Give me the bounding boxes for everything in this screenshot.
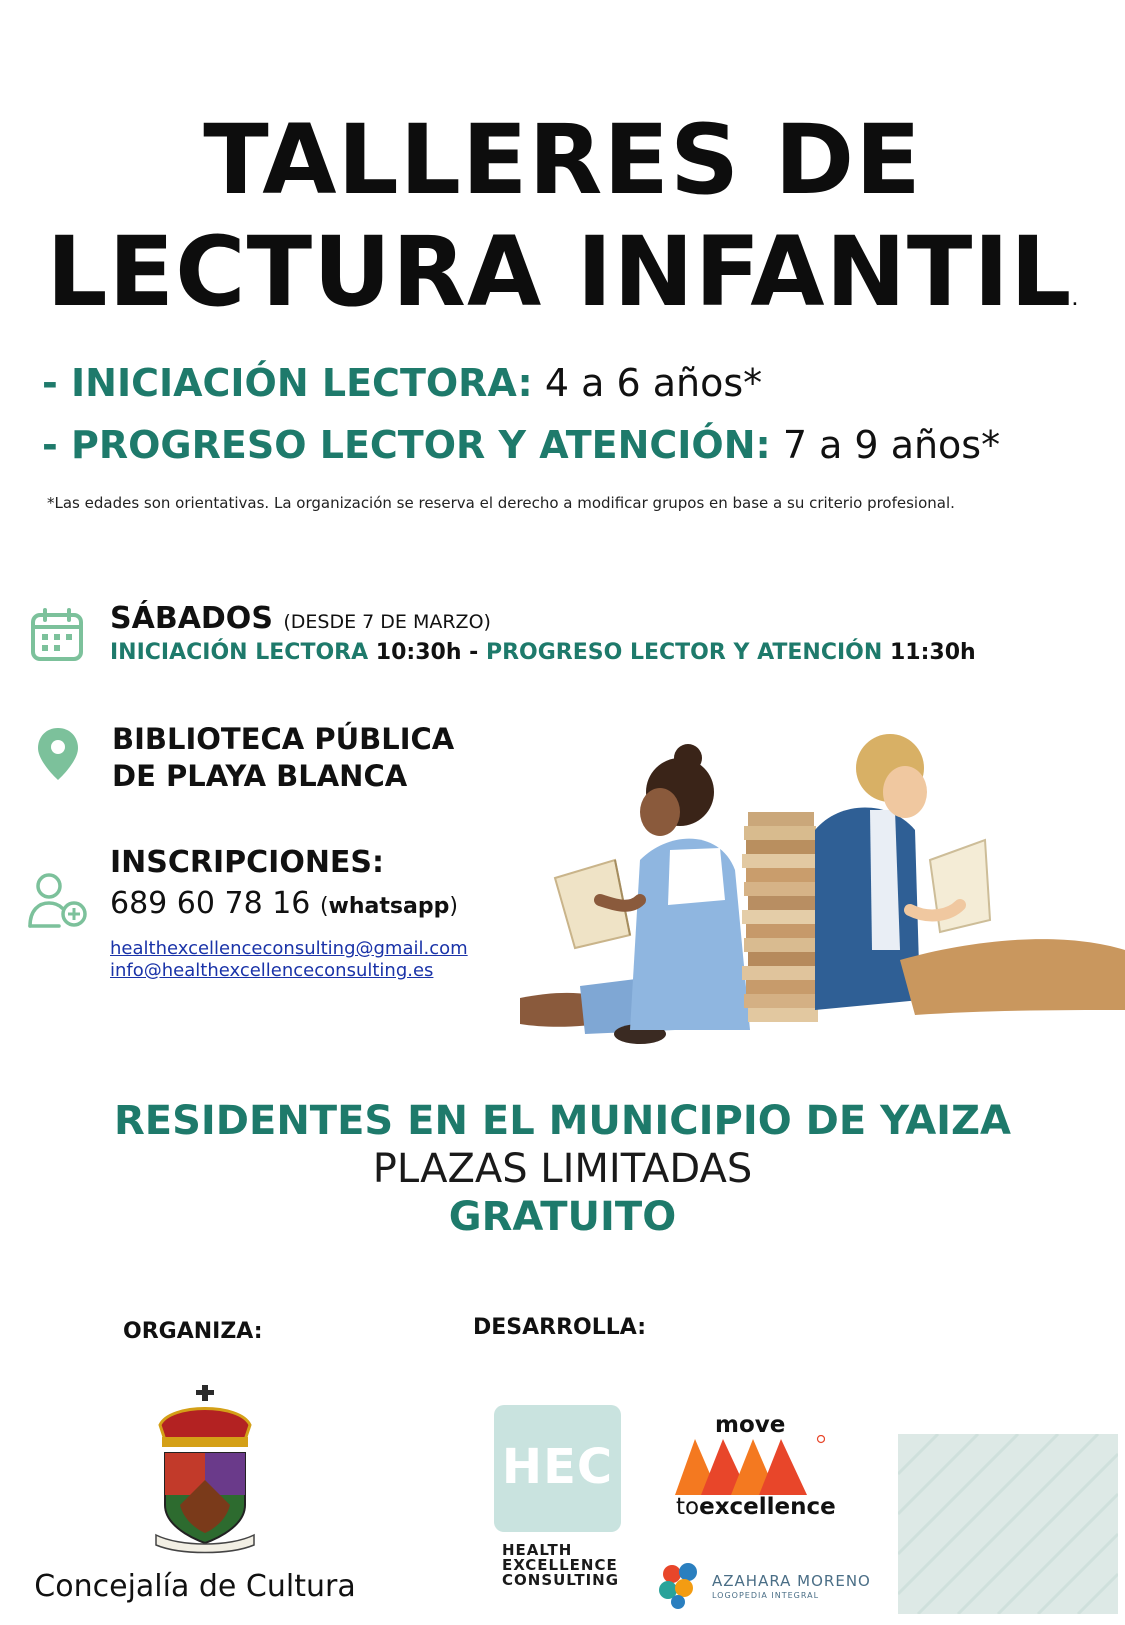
azahara-brain-icon (658, 1560, 704, 1610)
phone-note-open: ( (319, 894, 329, 919)
schedule-times (110, 640, 976, 665)
schedule-separator: - (469, 640, 479, 665)
group-progress-ages: 7 a 9 años* (782, 423, 1001, 467)
phone-note-close: ) (449, 894, 458, 919)
organizer-name: Concejalía de Cultura (34, 1569, 356, 1604)
group-initiation-label: - INICIACIÓN LECTORA: (42, 361, 533, 405)
decorative-pattern-box (898, 1434, 1118, 1614)
title-line-2 (0, 216, 1125, 328)
schedule-group-2: PROGRESO LECTOR Y ATENCIÓN (485, 640, 883, 665)
schedule-group-1: INICIACIÓN LECTORA (110, 640, 369, 665)
schedule-time-1: 10:30h (375, 640, 462, 665)
group-initiation-ages: 4 a 6 años* (544, 361, 763, 405)
coat-of-arms-logo (150, 1385, 260, 1555)
residents-text: RESIDENTES EN EL MUNICIPIO DE YAIZA (113, 1098, 1012, 1144)
hec-logo-text: HEC (501, 1439, 614, 1495)
registration-phone-line (110, 886, 458, 921)
age-note: *Las edades son orientativas. La organización se reserva el derecho a modificar grupos en base a su criterio profesional. (47, 494, 955, 512)
schedule-since: (DESDE 7 DE MARZO) (283, 611, 491, 633)
calendar-icon (30, 608, 84, 662)
schedule-time-2: 11:30h (889, 640, 976, 665)
move-to: to (676, 1494, 700, 1520)
email-link-2[interactable]: info@healthexcellenceconsulting.es (110, 960, 434, 981)
schedule-day-text: SÁBADOS (110, 601, 273, 636)
phone-note: whatsapp (328, 894, 450, 919)
location-line-2: DE PLAYA BLANCA (112, 759, 408, 793)
location-line-1: BIBLIOTECA PÚBLICA (112, 722, 455, 756)
developer-label: DESARROLLA: (473, 1315, 647, 1340)
azahara-subtitle: LOGOPEDIA INTEGRAL (712, 1591, 820, 1600)
move-logo-top: move (715, 1412, 786, 1438)
title-dot: . (1072, 293, 1079, 309)
title-line-1: TALLERES DE (203, 104, 922, 216)
move-logo-mark (675, 1435, 825, 1497)
location-pin-icon (36, 726, 80, 782)
registration-heading: INSCRIPCIONES: (110, 845, 385, 880)
registration-phone[interactable]: 689 60 78 16 (110, 886, 311, 921)
book-stack (742, 812, 818, 1022)
price-text: GRATUITO (448, 1194, 677, 1240)
hec-logo (494, 1405, 621, 1532)
title-line-2-text: LECTURA INFANTIL (46, 216, 1073, 328)
move-logo-bottom (676, 1494, 836, 1520)
group-progress (42, 423, 1001, 467)
places-text: PLAZAS LIMITADAS (372, 1146, 753, 1192)
children-reading-photo (520, 700, 1125, 1070)
hec-name-line-1: HEALTH (502, 1541, 573, 1559)
group-initiation (42, 361, 763, 405)
add-user-icon (27, 872, 89, 928)
group-progress-label: - PROGRESO LECTOR Y ATENCIÓN: (42, 423, 771, 467)
move-excellence: excellence (699, 1494, 836, 1520)
email-link-1[interactable]: healthexcellenceconsulting@gmail.com (110, 938, 468, 959)
azahara-name: AZAHARA MORENO (712, 1572, 871, 1590)
organizer-label: ORGANIZA: (123, 1319, 263, 1344)
decorative-pattern (898, 1434, 1118, 1614)
hec-name-line-2: EXCELLENCE (502, 1556, 618, 1574)
hec-name (502, 1543, 619, 1588)
hec-name-line-3: CONSULTING (502, 1571, 620, 1589)
schedule-day (110, 601, 491, 636)
